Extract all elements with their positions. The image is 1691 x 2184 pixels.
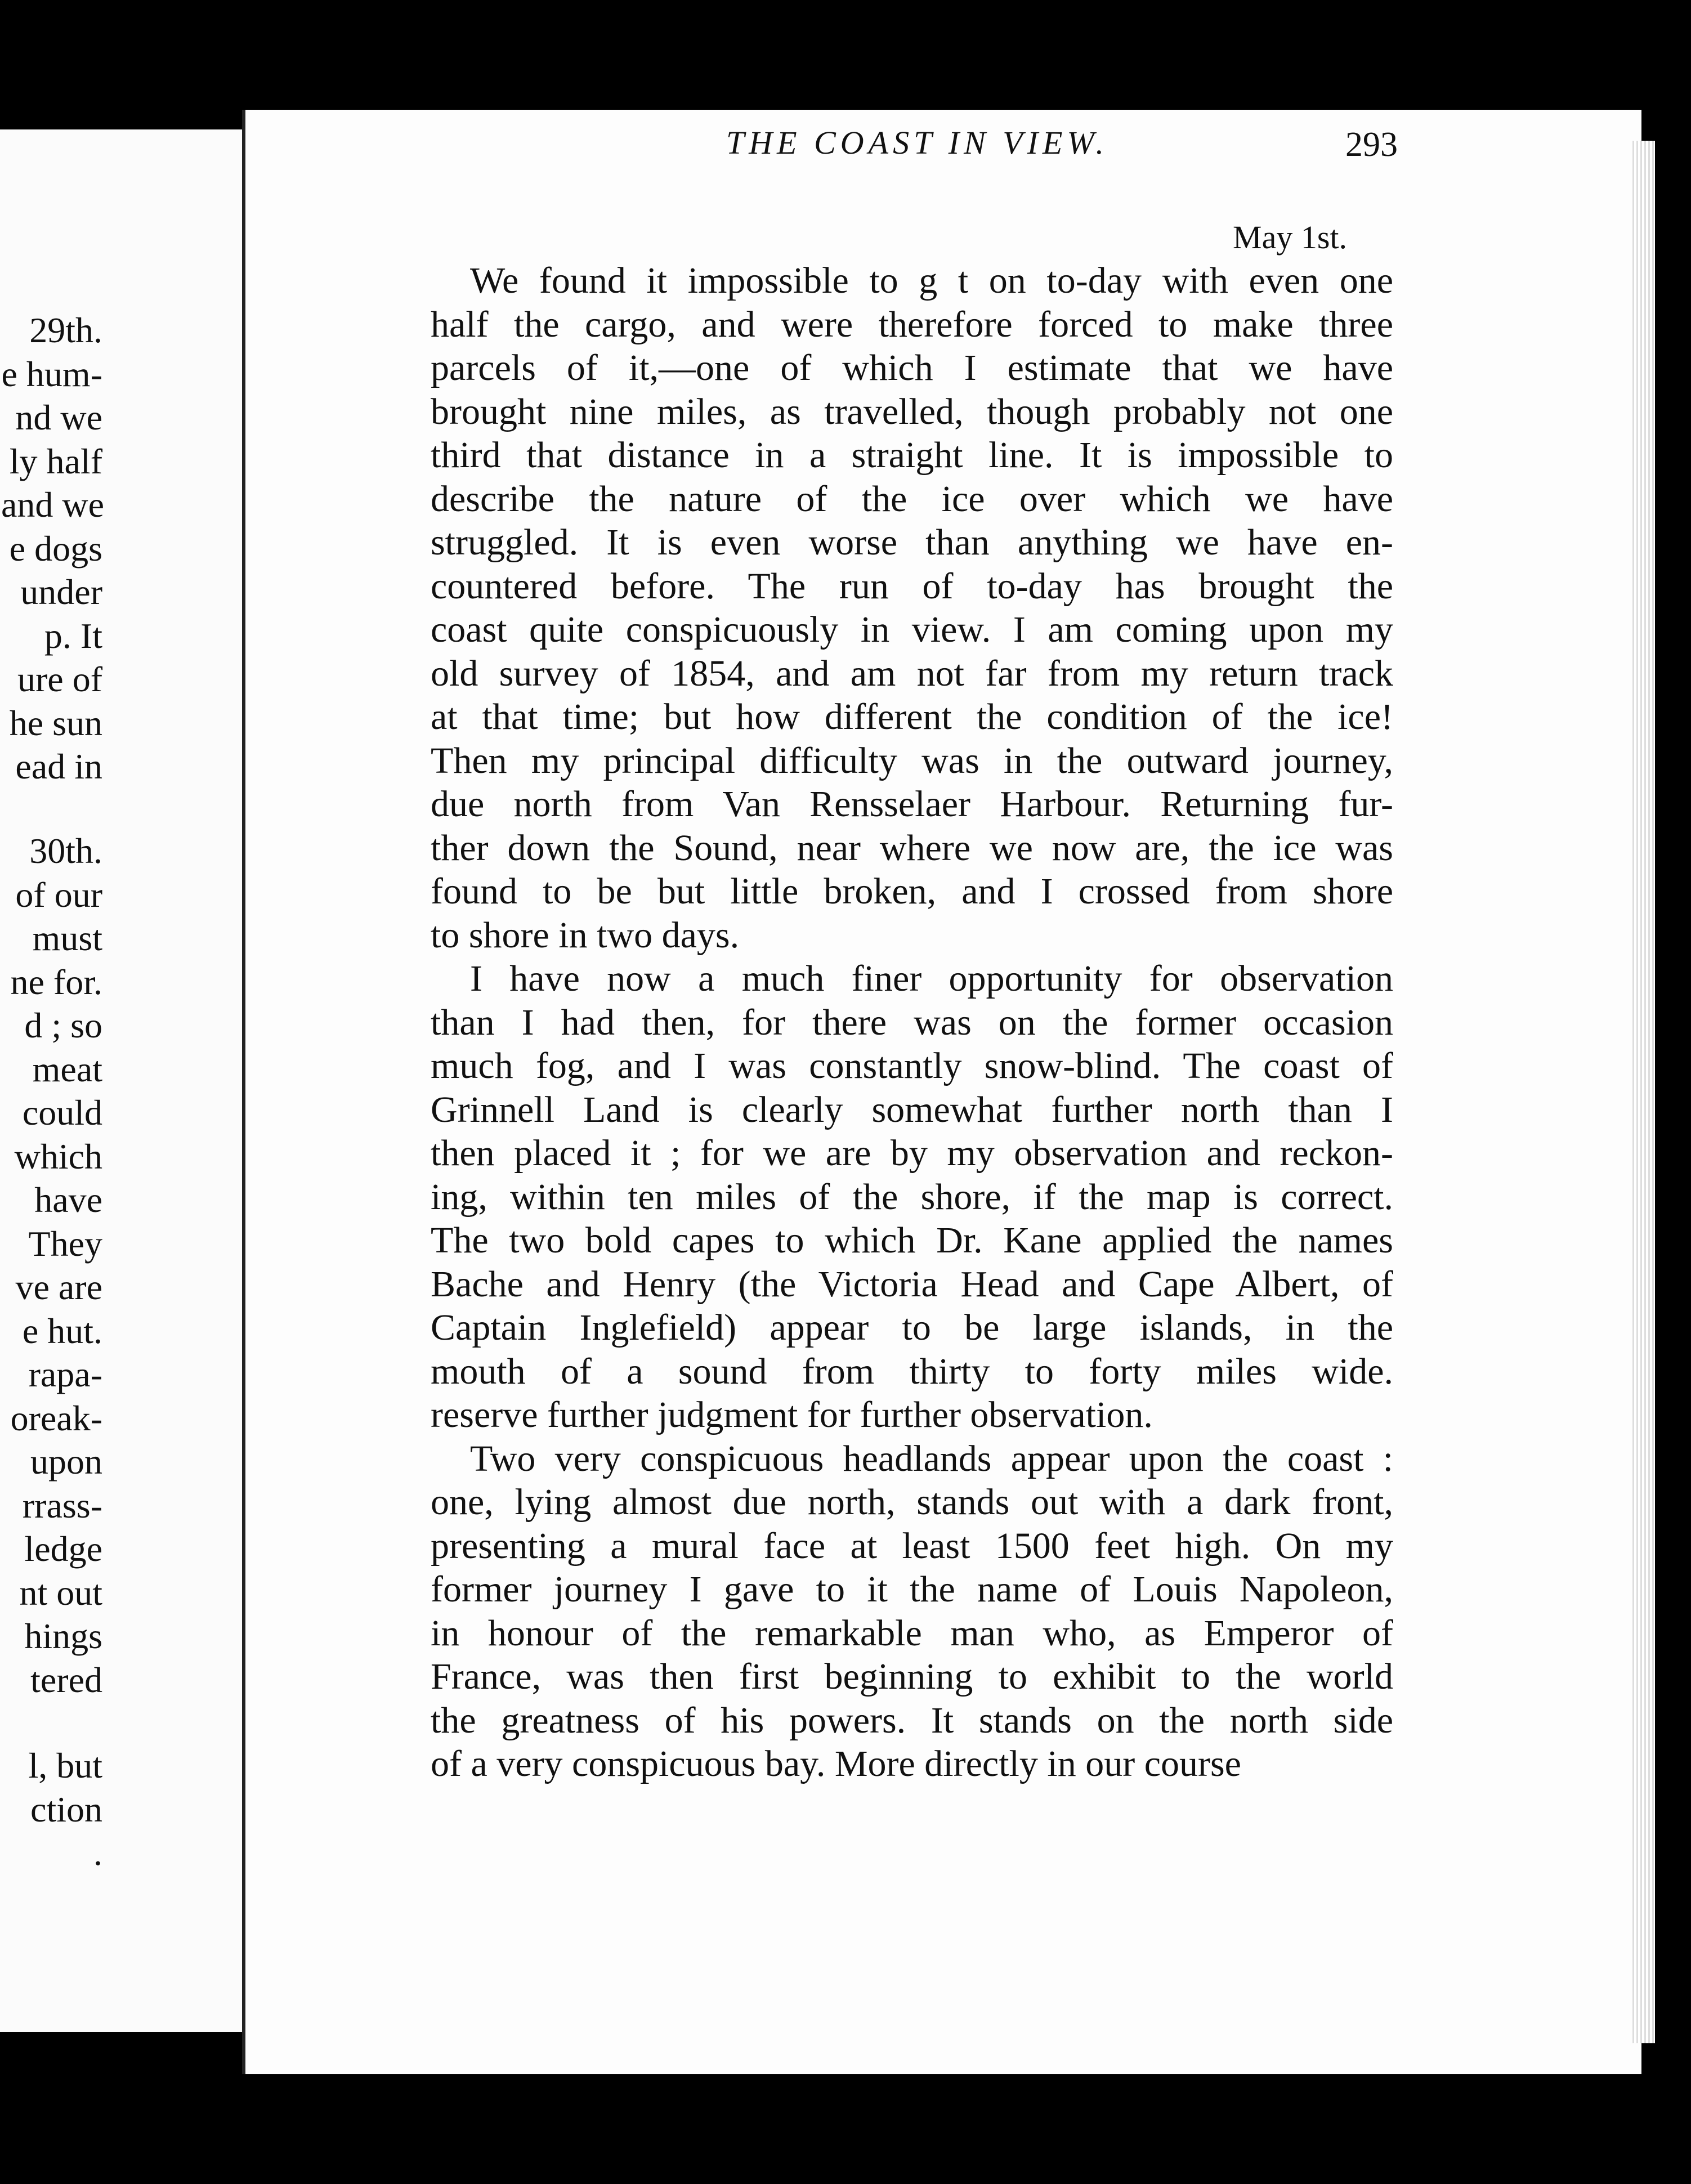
text-line: half the cargo, and were therefore forced to make three bbox=[431, 303, 1393, 345]
text-line: reserve further judgment for further observation. bbox=[431, 1394, 1153, 1435]
text-line: due north from Van Rensselaer Harbour. Returning fur- bbox=[431, 784, 1393, 825]
left-page-fragment: ve are bbox=[15, 1267, 102, 1307]
left-page-fragment: which bbox=[14, 1136, 102, 1176]
body-text bbox=[431, 259, 1393, 1786]
text-line: former journey I gave to it the name of Louis Napoleon, bbox=[431, 1569, 1393, 1610]
text-line: parcels of it,—one of which I estimate that we have bbox=[431, 347, 1393, 388]
text-line: old survey of 1854, and am not far from my return track bbox=[431, 652, 1393, 694]
text-line: struggled. It is even worse than anything we have en- bbox=[431, 522, 1393, 563]
left-page-fragment: ly half bbox=[9, 441, 102, 481]
text-line: I have now a much finer opportunity for observation bbox=[470, 958, 1393, 999]
left-page-fragment: l, but bbox=[28, 1746, 102, 1785]
text-line: to shore in two days. bbox=[431, 914, 740, 956]
text-line: ther down the Sound, near where we now are, the ice was bbox=[431, 827, 1393, 869]
paragraph bbox=[431, 957, 1393, 1437]
left-page bbox=[0, 129, 281, 2032]
paragraph bbox=[431, 259, 1393, 957]
page-edges bbox=[1632, 141, 1655, 2043]
paragraph bbox=[431, 1437, 1393, 1786]
left-page-fragment: rapa- bbox=[28, 1354, 102, 1394]
text-line: brought nine miles, as travelled, though probably not one bbox=[431, 391, 1393, 432]
left-page-fragment: e hut. bbox=[22, 1311, 102, 1351]
left-page-fragment: e dogs bbox=[9, 529, 102, 569]
text-line: Bache and Henry (the Victoria Head and Cape Albert, of bbox=[431, 1263, 1393, 1305]
left-page-fragment: . bbox=[93, 1833, 102, 1873]
left-page-fragment: d ; so bbox=[24, 1005, 102, 1045]
text-line: ing, within ten miles of the shore, if the map is correct. bbox=[431, 1176, 1393, 1218]
text-line: coast quite conspicuously in view. I am coming upon my bbox=[431, 609, 1393, 650]
text-line: of a very conspicuous bay. More directly in our course bbox=[431, 1743, 1241, 1784]
left-page-fragment: ction bbox=[30, 1789, 102, 1829]
left-page-fragment: rrass- bbox=[22, 1485, 102, 1525]
left-page-fragment: under bbox=[20, 572, 102, 612]
text-line: one, lying almost due north, stands out with a dark front, bbox=[431, 1482, 1393, 1523]
left-page-fragment: nd we bbox=[15, 397, 102, 437]
left-page-fragment: must bbox=[32, 918, 102, 958]
text-line: describe the nature of the ice over which we have bbox=[431, 478, 1393, 520]
left-page-fragment: ead in bbox=[15, 746, 102, 786]
text-line: The two bold capes to which Dr. Kane applied the names bbox=[431, 1220, 1393, 1261]
left-page-fragment: could bbox=[22, 1093, 102, 1133]
text-line: France, was then first beginning to exhibit to the world bbox=[431, 1656, 1393, 1697]
running-head: THE COAST IN VIEW. bbox=[726, 124, 1108, 161]
text-line: found to be but little broken, and I crossed from shore bbox=[431, 871, 1393, 912]
left-page-fragment: They bbox=[28, 1224, 102, 1264]
text-line: in honour of the remarkable man who, as Emperor of bbox=[431, 1612, 1393, 1654]
left-page-fragment: e hum- bbox=[1, 354, 102, 394]
text-line: then placed it ; for we are by my observation and reckon- bbox=[431, 1133, 1393, 1174]
left-page-fragment: he sun bbox=[9, 703, 102, 743]
text-line: Captain Inglefield) appear to be large islands, in the bbox=[431, 1307, 1393, 1348]
text-line: third that distance in a straight line. It is impossible to bbox=[431, 435, 1393, 476]
left-page-fragment: tered bbox=[30, 1660, 102, 1700]
text-line: the greatness of his powers. It stands on the north side bbox=[431, 1699, 1393, 1741]
text-line: mouth of a sound from thirty to forty miles wide. bbox=[431, 1350, 1393, 1392]
left-page-fragment: meat bbox=[32, 1049, 102, 1089]
left-page-fragment: oreak- bbox=[10, 1398, 102, 1438]
text-line: presenting a mural face at least 1500 feet high. On my bbox=[431, 1525, 1393, 1567]
left-page-fragment: 30th. bbox=[29, 831, 102, 871]
text-line: Then my principal difficulty was in the outward journey, bbox=[431, 740, 1393, 781]
left-page-fragment: of our bbox=[15, 875, 102, 915]
left-page-fragment: upon bbox=[30, 1442, 102, 1482]
text-line: much fog, and I was constantly snow-blind. The coast of bbox=[431, 1045, 1393, 1086]
text-line: at that time; but how different the condition of the ice! bbox=[431, 696, 1393, 737]
left-page-fragment: nt out bbox=[19, 1573, 102, 1613]
left-page-fragment: hings bbox=[24, 1616, 102, 1656]
text-line: Two very conspicuous headlands appear upon the coast : bbox=[470, 1438, 1393, 1479]
left-page-fragment: have bbox=[34, 1180, 102, 1220]
left-page-fragment: p. It bbox=[44, 616, 102, 656]
date-heading: May 1st. bbox=[1233, 219, 1347, 256]
left-page-fragment: ure of bbox=[17, 659, 102, 699]
page-number: 293 bbox=[1345, 126, 1398, 164]
left-page-fragment: 29th. bbox=[29, 310, 102, 350]
text-line: Grinnell Land is clearly somewhat further north than I bbox=[431, 1089, 1393, 1130]
text-line: We found it impossible to g t on to-day with even one bbox=[470, 260, 1393, 301]
left-page-fragment: ne for. bbox=[10, 962, 102, 1002]
text-line: countered before. The run of to-day has brought the bbox=[431, 565, 1393, 607]
left-page-fragment: ledge bbox=[24, 1529, 102, 1569]
text-line: than I had then, for there was on the former occasion bbox=[431, 1001, 1393, 1043]
left-page-fragment: and we bbox=[1, 485, 105, 525]
